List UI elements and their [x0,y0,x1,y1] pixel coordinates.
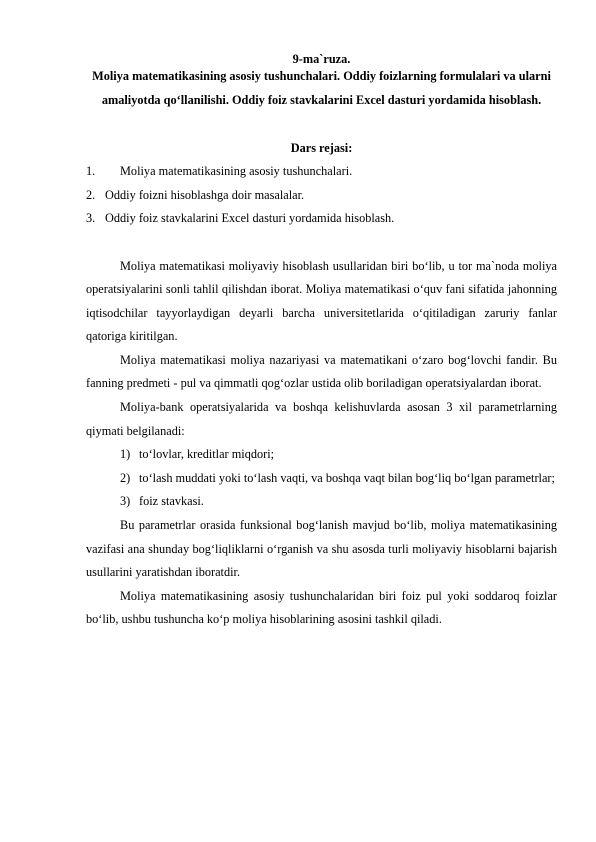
plan-item [86,160,557,184]
parameter-number: 3) [120,494,131,509]
parameter-item [86,467,557,491]
document-page [86,52,557,632]
parameter-text: to‘lash muddati yoki to‘lash vaqti, va boshqa vaqt bilan bog‘liq bo‘lgan parametrlar; [139,470,555,485]
plan-list [86,160,557,231]
body-paragraph: Bu parametrlar orasida funksional bog‘lanish mavjud bo‘lib, moliya matematikasining vazifasi ana shunday bog‘liqliklarni o‘rganish va shu asosda turli moliyaviy hisoblarni bajarish usullarini yaratishdan iboratdir. [86,518,557,580]
plan-item-number: 2. [86,187,96,202]
plan-item-number: 1. [86,164,96,178]
plan-item [86,207,557,231]
body-paragraph: Moliya matematikasi moliya nazariyasi va matematikani o‘zaro bog‘lovchi fandir. Bu fanning predmeti - pul va qimmatli qog‘ozlar ustida olib boriladigan operatsiyalardan iborat. [86,352,557,391]
plan-heading: Dars rejasi: [290,141,353,155]
parameter-text: to‘lovlar, kreditlar miqdori; [139,447,275,462]
parameter-list [86,443,557,514]
body-paragraph: Moliya-bank operatsiyalarida va boshqa kelishuvlarda asosan 3 xil parametrlarning qiymati belgilanadi: [86,400,557,438]
body-paragraph: Moliya matematikasi moliyaviy hisoblash usullaridan biri bo‘lib, u tor ma`noda moliya operatsiyalarini sonli tahlil qilishdan iborat. Moliya matematikasi o‘quv fani sifatida jahonning iqtisodchilar tayyorlaydigan deyarli barcha universitetlarida o‘qitiladigan zaruriy fanlar qatoriga kiritilgan. [86,258,557,344]
lecture-number: 9-ma`ruza. [292,52,351,66]
plan-item-number: 3. [86,211,96,225]
plan-item-text: Moliya matematikasining asosiy tushunchalari. [120,164,353,178]
parameter-item [86,443,557,467]
parameter-number: 1) [120,447,131,462]
lecture-title: Moliya matematikasining asosiy tushunchalari. Oddiy foizlarning formulalari va ularni amaliyotda qo‘llanilishi. Oddiy foiz stavkalarini Excel dasturi yordamida hisoblash. [92,69,551,107]
plan-item-text: Oddiy foizni hisoblashga doir masalalar. [105,187,305,202]
plan-item [86,184,557,208]
parameter-number: 2) [120,470,131,485]
body-paragraph: Moliya matematikasining asosiy tushunchalaridan biri foiz pul yoki soddaroq foizlar bo‘lib, ushbu tushuncha ko‘p moliya hisoblarining asosini tashkil qiladi. [86,588,557,627]
parameter-item [86,490,557,514]
parameter-text: foiz stavkasi. [139,494,204,509]
plan-item-text: Oddiy foiz stavkalarini Excel dasturi yordamida hisoblash. [105,211,395,225]
